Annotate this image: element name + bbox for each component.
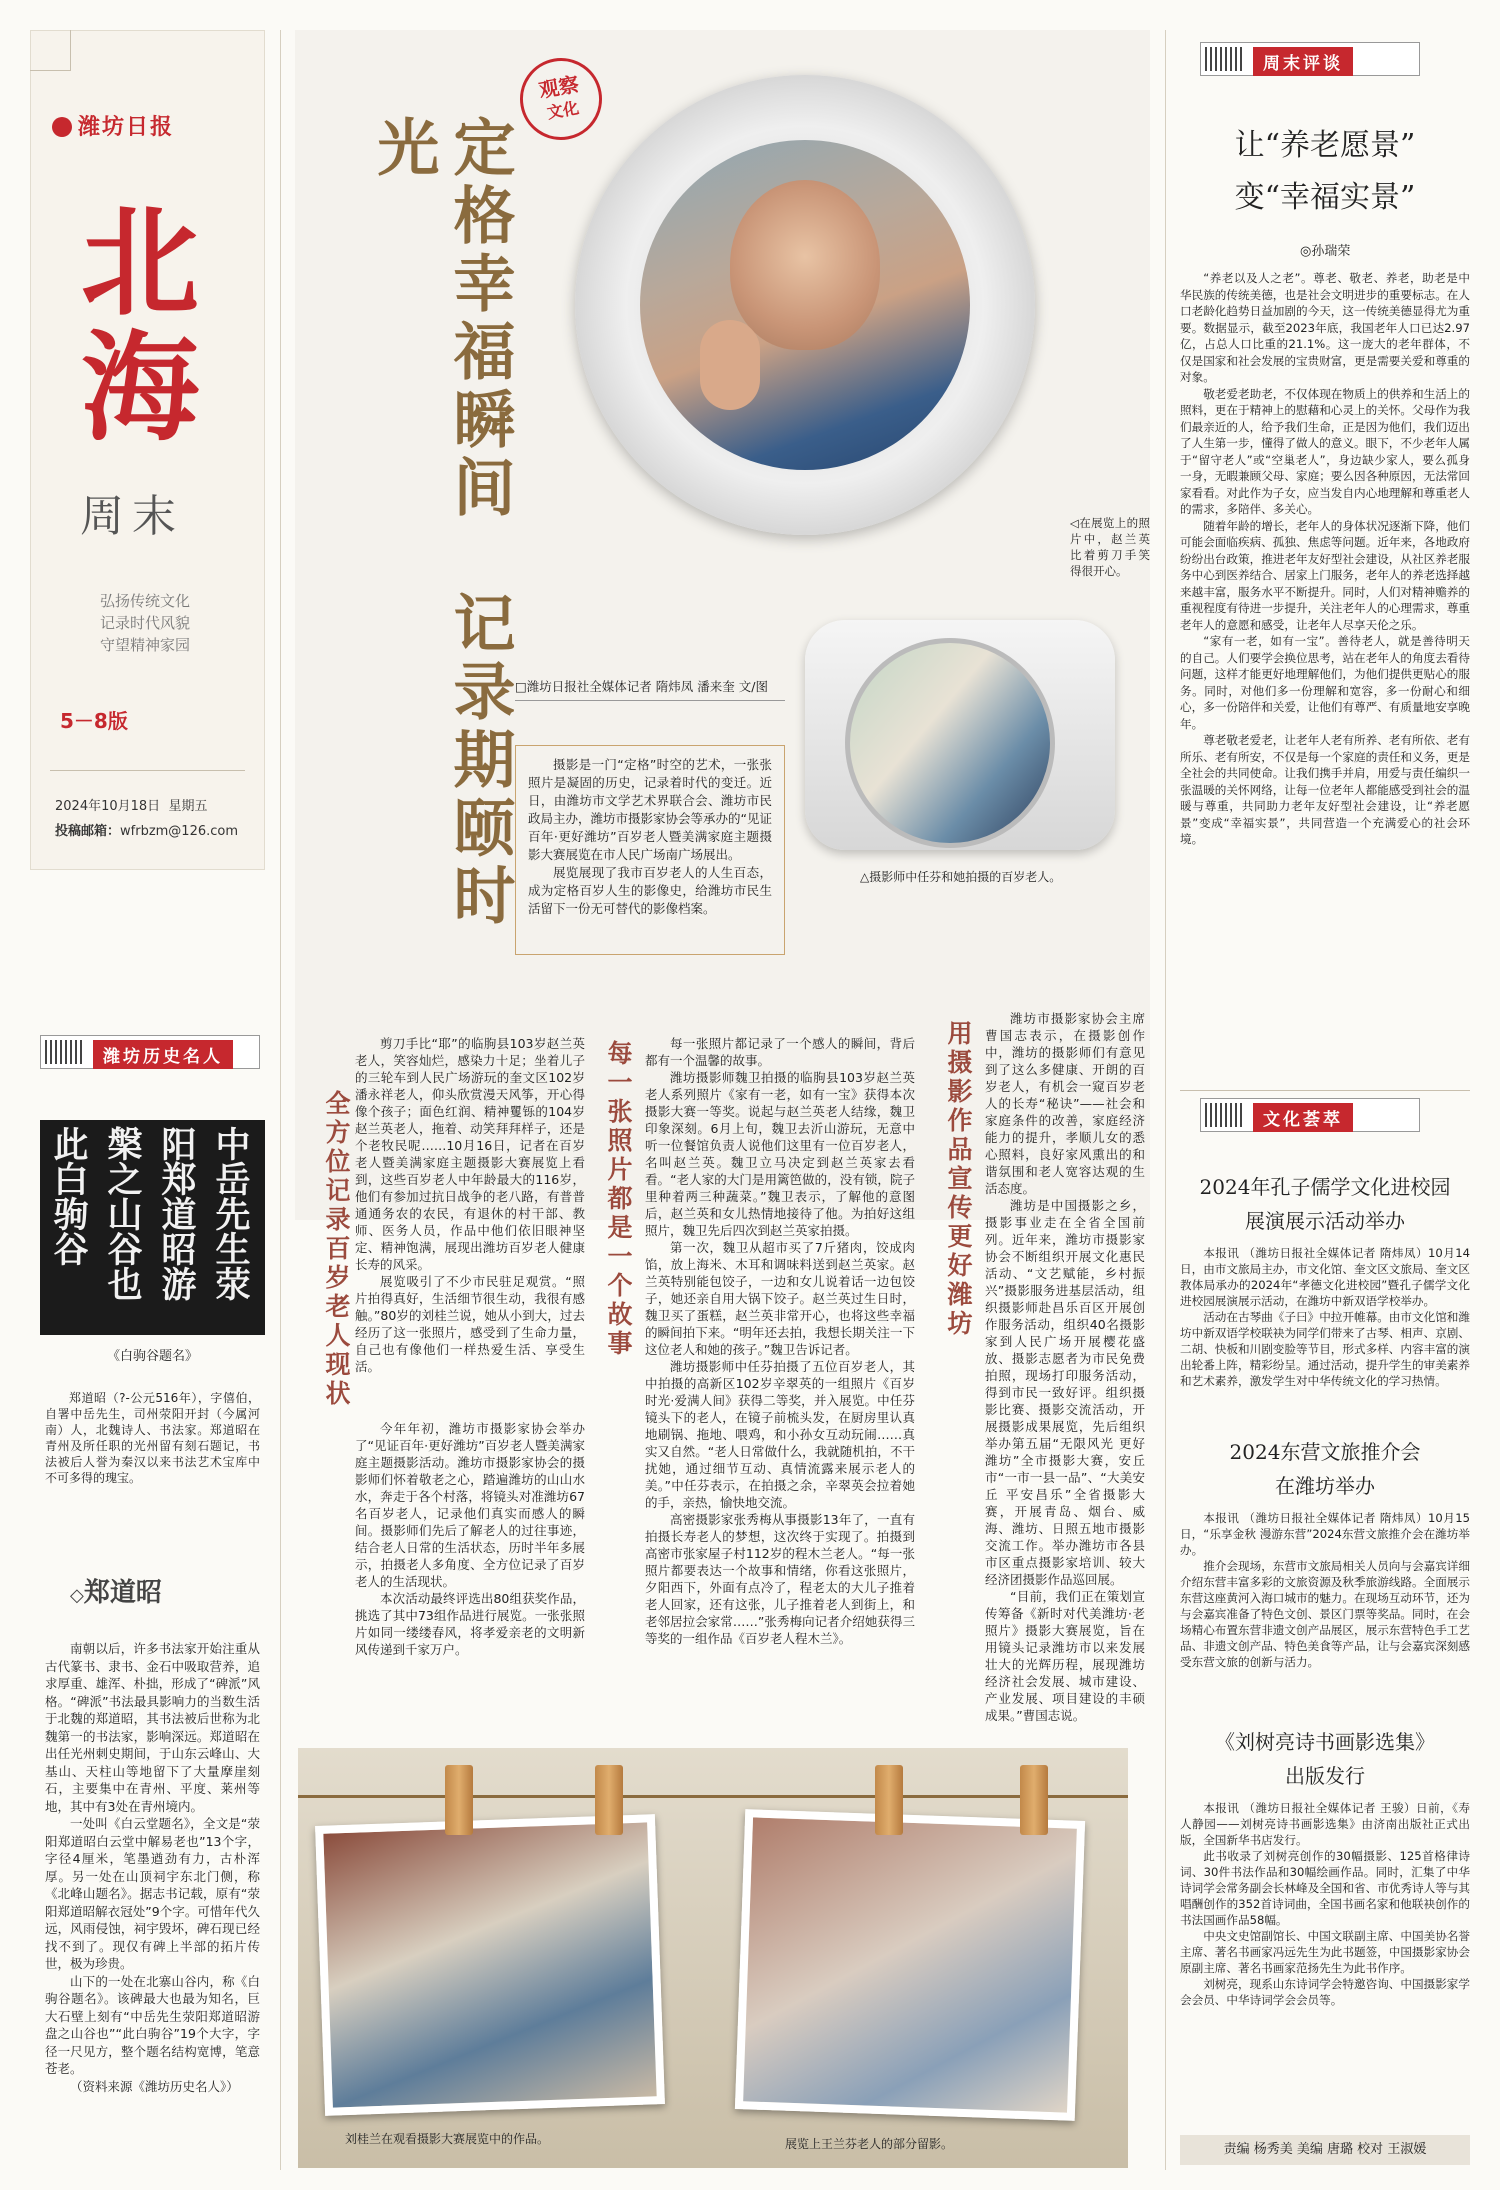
slogan-line: 弘扬传统文化 [99,592,190,610]
body-paragraph: 今年年初，潍坊市摄影家协会举办了“见证百年·更好潍坊”百岁老人暨美满家庭主题摄影活动。潍坊市摄影家协会的摄影师们怀着敬老之心，踏遍潍坊的山山水水，奔走于各个村落，将镜头对准潍坊67名百岁老人，记录他们真实而感人的瞬间。摄影师们先后了解老人的过往事迹，结合老人日常的生活状态，历时半年多展示，拍摄老人多角度、全方位记录了百岁老人的生活现状。 [355,1421,585,1589]
column-rule [1165,30,1166,2170]
column-rule [280,30,281,2170]
body-paragraph: 此书收录了刘树亮创作的30幅摄影、125首格律诗词、30件书法作品和30幅绘画作品。同时，汇集了中华诗词学会常务副会长林峰及全国和省、市优秀诗人等与其唱酬创作的352首诗词曲，全国书画名家和他联袂创作的书法国画作品58幅。 [1180,1849,1470,1927]
corner-ornament [30,30,71,71]
submission-email [55,820,238,839]
title-line: 变“幸福实景” [1234,180,1416,215]
feature-title [365,115,517,995]
body-paragraph: 南朝以后，许多书法家开始注重从古代篆书、隶书、金石中吸取营养，追求厚重、雄浑、朴拙，形成了“碑派”风格。“碑派”书法最具影响力的当数生活于北魏的郑道昭，其书法被后世称为北魏第一的书法家，影响深远。郑道昭在出任光州刺史期间，于山东云峰山、大基山、天柱山等地留下了大量摩崖刻石，主要集中在青州、平度、莱州等地，其中有3处在青州境内。 [45,1641,260,1814]
stripe-ornament [1205,47,1245,71]
body-paragraph: 尊老敬老爱老，让老年人老有所养、老有所依、老有所乐、老有所安，不仅是每一个家庭的责任和义务，更是全社会的共同使命。让我们携手并肩，用爱与责任编织一张温暖的关怀网络，让每一位老年人都能感受到社会的温暖与尊重，共同助力老年友好型社会建设，让“养老愿景”变成“幸福实景”，共同营造一个充满爱心的社会环境。 [1180,733,1470,846]
logo-icon [52,117,72,137]
weekday-text: 星期五 [168,799,208,814]
body-paragraph: “目前，我们正在策划宣传筹备《新时对代美潍坊·老照片》摄影大赛展览，旨在用镜头记录潍坊市以来发展壮大的光辉历程，展现潍坊经济社会发展、城市建设、产业发展、项目建设的丰硕成果。”曹国志说。 [985,1589,1145,1723]
body-paragraph: 每一张照片都记录了一个感人的瞬间，背后都有一个温馨的故事。 [645,1036,915,1068]
issue-date [55,795,207,814]
badge-bottom-text: 文化 [545,98,581,123]
wooden-clip-icon [875,1765,903,1835]
edition-subtitle: 周末 [80,491,184,542]
section-title: 周末评谈 [1253,47,1353,76]
body-paragraph: 活动在古琴曲《子曰》中拉开帷幕。由市文化馆和潍坊中新双语学校联袂为同学们带来了古琴、相声、京剧、二胡、快板和川剧变脸等节目，形式多样、内容丰富的演出轮番上阵，精彩纷呈。通过活动，提升学生的审美素养和艺术素养，激发学生对中华传统文化的学习热情。 [1180,1310,1470,1388]
title-line: 出版发行 [1285,1764,1365,1788]
slogan-block [60,590,230,656]
rubbing-col: 中岳先生荥 [210,1126,251,1301]
title-line: 2024年孔子儒学文化进校园 [1199,1175,1451,1199]
slogan-line: 记录时代风貌 [99,614,190,632]
body-paragraph: 剪刀手比“耶”的临朐县103岁赵兰英老人，笑容灿烂，感染力十足；坐着儿子的三轮车到人民广场游玩的奎文区102岁潘永祥老人，仰头欣赏漫天风筝，开心得像个孩子；面色红润、精神矍铄的104岁赵兰英老人，拖着、动笑拜拜样子，还是个老牧民呢……10月16日，记者在百岁老人暨美满家庭主题摄影大赛展览上看到，这些百岁老人中年龄最大的116岁，他们有参加过抗日战争的老八路，有普普通通务农的农民，有退休的村干部、教师、医务人员，作品中他们依旧眼神坚定、精神饱满，展现出潍坊百岁老人健康长寿的风采。 [355,1036,585,1272]
rubbing-col: 此白驹谷 [48,1126,89,1266]
photo-centenarian-smiling [640,140,970,470]
title-line: 在潍坊举办 [1275,1474,1375,1498]
title-line: 让“养老愿景” [1234,128,1416,163]
diamond-icon: ◇ [70,1585,84,1606]
calligraphy-rubbing [40,1120,265,1335]
section-header-culture [1200,1098,1420,1132]
review-title [1180,120,1470,224]
lead-box [515,745,785,955]
bottom-caption-2: 展览上王兰芬老人的部分留影。 [785,2137,954,2151]
body-paragraph: 本次活动最终评选出80组获奖作品，挑选了其中73组作品进行展览。一张张照片如同一缕缕春风，将孝爱亲老的文明新风传递到千家万户。 [355,1591,585,1657]
body-paragraph: 本报讯 （潍坊日报社全媒体记者 隋炜凤）10月14日，由市文旅局主办，市文化馆、奎文区文旅局、奎文区教体局承办的2024年“孝德文化进校园”暨孔子儒学文化进校园展演展示活动，在潍坊中新双语学校举办。 [1180,1246,1470,1308]
review-author: ◎孙瑞荣 [1300,244,1351,259]
rubbing-text [41,1126,257,1331]
email-address[interactable]: wfrbzm@126.com [120,824,239,839]
feature-col-1 [355,1035,585,1415]
intro-paragraph: 郑道昭（?-公元516年），字僖伯，自署中岳先生，司州荥阳开封（今属河南）人，北魏诗人、书法家。郑道昭在青州及所任职的光州留有刻石题记，书法被后人誉为秦汉以来书法艺术宝库中不可多得的瑰宝。 [45,1391,260,1485]
history-body [45,1640,260,2180]
photo-exhibit-portraits [735,1809,1085,2121]
date-text: 2024年10月18日 [55,799,161,814]
paper-logo [52,110,174,141]
body-paragraph: 刘树亮，现系山东诗词学会特邀咨询、中国摄影家学会会员、中华诗词学会会员等。 [1180,1977,1470,2007]
byline: □潍坊日报社全媒体记者 隋炜凤 潘来奎 文/图 [515,678,785,701]
wooden-clip-icon [445,1765,473,1835]
photo2-caption: △摄影师中任芬和她拍摄的百岁老人。 [860,870,1062,884]
body-paragraph: 潍坊是中国摄影之乡，摄影事业走在全省全国前列。近年来，潍坊市摄影家协会不断组织开展文化惠民活动、“文艺赋能，乡村振兴”摄影服务进基层活动，组织摄影师赴昌乐百区开展创作服务活动，组织40名摄影家到人民广场开展樱花盛放、摄影志愿者为市民免费拍照，现场打印服务活动，得到市民一致好评。组织摄影比赛、摄影交流活动，开展摄影成果展览，先后组织举办第五届“无限风光 更好潍坊”全市摄影大赛，安丘市“一市一县一品”、“大美安丘 平安昌乐”全省摄影大赛，开展青岛、烟台、威海、潍坊、日照五地市摄影交流工作。举办潍坊市各县市区重点摄影家培训、较大经济团摄影作品巡回展。 [985,1198,1145,1587]
rubbing-col: 槃之山谷也 [102,1126,143,1301]
body-paragraph: 潍坊摄影师魏卫拍摄的临朐县103岁赵兰英老人系列照片《家有一老，如有一宝》获得本次摄影大赛一等奖。说起与赵兰英老人结缘，魏卫印象深刻。6月上旬，魏卫去沂山游玩，无意中听一位餐馆负责人说他们这里有一位百岁老人，名叫赵兰英。魏卫立马决定到赵兰英家去看看。“老人家的大门是用篱笆做的，没有锁，院子里种着两三种蔬菜。”魏卫表示，了解他的意图后，赵兰英和女儿热情地接待了他。为拍好这组照片，魏卫先后四次到赵兰英家拍摄。 [645,1070,915,1238]
title-line: 2024东营文旅推介会 [1229,1440,1421,1464]
body-paragraph: 潍坊市摄影家协会主席曹国志表示，在摄影创作中，潍坊的摄影师们有意见到了这么多健康、开朗的百岁老人，有机会一窥百岁老人的长寿“秘诀”——社会和家庭条件的改善，家庭经济能力的提升，孝顺儿女的悉心照料，良好家风熏出的和谐氛围和老人宽容达观的生活态度。 [985,1011,1145,1196]
rubbing-caption: 《白驹谷题名》 [106,1349,198,1364]
wooden-clip-icon [595,1765,623,1835]
feature-col-3 [985,1010,1145,1730]
bottom-caption-1: 刘桂兰在观看摄影大赛展览中的作品。 [345,2132,550,2146]
body-paragraph: 本报讯 （潍坊日报社全媒体记者 隋炜凤）10月15日，“乐享金秋 漫游东营”2024东营文旅推介会在潍坊举办。 [1180,1511,1470,1557]
title-line: 展演展示活动举办 [1245,1209,1405,1233]
section-title: 潍坊历史名人 [93,1040,233,1069]
rubbing-col: 阳郑道昭游 [156,1126,197,1301]
lead-paragraph: 展览展现了我市百岁老人的人生百态，成为定格百岁人生的影像史，给潍坊市民生活留下一份无可替代的影像档案。 [528,865,772,916]
hand-shape [700,320,760,410]
stripe-ornament [45,1040,85,1064]
slogan-line: 守望精神家园 [99,636,190,654]
culture-item-title [1180,1725,1470,1793]
lead-text [528,756,772,918]
edition-title: 北海 [80,193,199,457]
subhead-2: 每一张照片都是一个故事 [604,1040,633,1359]
culture-item-title [1180,1435,1470,1503]
badge-top-text: 观察 [537,71,581,103]
email-label: 投稿邮箱： [55,824,121,839]
editor-credits: 责编 杨秀美 美编 唐璐 校对 王淑媛 [1180,2135,1470,2165]
source-note: （资料来源《潍坊历史名人》） [70,2078,239,2094]
body-paragraph: 中央文史馆副馆长、中国文联副主席、中国美协名誉主席、著名书画家冯远先生为此书题签，中国摄影家协会原副主席、著名书画家范扬先生为此书作序。 [1180,1929,1470,1975]
title-line: 《刘树亮诗书画影选集》 [1215,1730,1435,1754]
clothesline [298,1795,1128,1798]
body-paragraph: 一处叫《白云堂题名》，全文是“荥阳郑道昭白云堂中解易老也”13个字，字径4厘米，笔墨遒劲有力，古朴浑厚。另一处在山顶祠宇东北门侧，称《北峰山题名》。据志书记载，原有“荥阳郑道昭解衣冠处”9个字。可惜年代久远，风雨侵蚀，祠宇毁坏，碑石现已经找不到了。现仅有碑上半部的拓片传世，极为珍贵。 [45,1816,260,1971]
photo-elder-viewing-exhibit [315,1814,665,2116]
title-line: 定格幸福瞬间 [443,115,516,523]
body-paragraph: 第一次，魏卫从超市买了7斤猪肉，饺成肉馅，放上海米、木耳和调味料送到赵兰英家。赵兰英特别能包饺子，一边和女儿说着话一边包饺子，她还亲自用大锅下饺子。赵兰英过生日时，魏卫买了蛋糕，赵兰英非常开心，也将这些幸福的瞬间拍下来。“明年还去拍，我想长期关注一下这位老人和她的孩子。”魏卫告诉记者。 [645,1240,915,1357]
body-paragraph: 本报讯 （潍坊日报社全媒体记者 王骏）日前，《寿人静园——刘树亮诗书画影选集》由济南出版社正式出版，全国新华书店发行。 [1180,1801,1470,1847]
section-title: 文化荟萃 [1253,1103,1353,1132]
body-paragraph: 潍坊摄影师中任芬拍摄了五位百岁老人，其中拍摄的高新区102岁辛翠英的一组照片《百岁时光·爱满人间》获得二等奖，并入展览。中任芬镜头下的老人，在镜子前梳头发，在厨房里认真地刷锅、拖地、喂鸡，和小孙女互动玩闹……真实又自然。“老人日常做什么，我就随机拍，不干扰她，通过细节互动、真情流露来展示老人的美。”中任芬表示，在拍摄之余，辛翠英会拉着她的手，亲热，愉快地交流。 [645,1359,915,1510]
subhead-1: 全方位记录百岁老人现状 [322,1090,351,1409]
culture-item-body [1180,1800,1470,2120]
history-intro [45,1390,260,1486]
body-paragraph: 展览吸引了不少市民驻足观赏。“照片拍得真好，生活细节很生动，我很有感触。”80岁的刘桂兰说，她从小到大，过去经历了这一张照片，感受到了生命力量，自己也有像他们一样热爱生活、享受生活。 [355,1274,585,1374]
body-paragraph: 高密摄影家张秀梅从事摄影13年了，一直有拍摄长寿老人的梦想，这次终于实现了。拍摄到高密市张家屋子村112岁的程木兰老人。“每一张照片都要表达一个故事和情绪，你看这张照片，夕阳西下，外面有点冷了，程老太的大儿子推着老人回家，还有这张，儿子推着老人到街上，和老邻居拉会家常……”张秀梅向记者介绍她获得三等奖的一组作品《百岁老人程木兰》。 [645,1512,915,1646]
person-name-text: 郑道昭 [83,1578,162,1608]
feature-col-1b [355,1420,585,1738]
culture-item-body [1180,1510,1470,1715]
body-paragraph: 敬老爱老助老，不仅体现在物质上的供养和生活上的照料，更在于精神上的慰藉和心灵上的关怀。父母作为我们最亲近的人，给予我们生命，正是因为他们，我们迈出了人生第一步，懂得了做人的意义。眼下，不少老年人属于“留守老人”或“空巢老人”，身边缺少家人，要么孤身一身，无暇兼顾父母、家庭；要么因各种原因，无法常回家看看。对此作为子女，应当发自内心地理解和尊重老人的需求，多陪伴、多关心。 [1180,386,1470,516]
feature-col-2 [645,1035,915,1735]
divider [50,770,245,771]
review-body [1180,270,1470,1115]
wooden-clip-icon [1020,1765,1048,1835]
stripe-ornament [1205,1103,1245,1127]
photo1-caption: ◁在展览上的照片中，赵兰英比着剪刀手笑得很开心。 [1070,516,1150,578]
culture-item-body [1180,1245,1470,1425]
face-shape [730,180,880,350]
person-name [70,1572,162,1609]
section-header-review [1200,42,1420,76]
body-paragraph: “养老以及人之老”。尊老、敬老、养老，助老是中华民族的传统美德，也是社会文明进步的重要标志。在人口老龄化趋势日益加剧的今天，这一传统美德显得尤为重要。数据显示，截至2023年底，我国老年人口已达2.97亿，占总人口比重的21.1%。这一庞大的老年群体，不仅是国家和社会发展的宝贵财富，更是需要关爱和尊重的对象。 [1180,271,1470,384]
photo-photographer-and-elder [845,638,1055,848]
body-paragraph: 推介会现场，东营市文旅局相关人员向与会嘉宾详细介绍东营丰富多彩的文旅资源及秋季旅游线路。全面展示东营这座黄河入海口城市的魅力。在现场互动环节，还为与会嘉宾准备了特色文创、景区门票等奖品。同时，在会场精心布置东营非遗文创产品展区，展示东营特色手工艺品、非遗文创产品、特色美食等产品，让与会嘉宾深刻感受东营文旅的创新与活力。 [1180,1559,1470,1669]
paper-name: 潍坊日报 [78,115,175,140]
section-header-history [40,1035,260,1069]
lead-paragraph: 摄影是一门“定格”时空的艺术，一张张照片是凝固的历史，记录着时代的变迁。近日，由潍坊市文学艺术界联合会、潍坊市民政局主办，潍坊市摄影家协会等承办的“见证百年·更好潍坊”百岁老人暨美满家庭主题摄影大赛展览在市人民广场南广场展出。 [528,757,772,862]
subhead-3: 用摄影作品宣传更好潍坊 [944,1020,973,1339]
body-paragraph: 山下的一处在北寨山谷内，称《白驹谷题名》。该碑最大也最为知名，巨大石壁上刻有“中岳先生荥阳郑道昭游盘之山谷也”“此白驹谷”19个大字，字径一尺见方，整个题名结构宽博，笔意苍老。 [45,1973,260,2076]
body-paragraph: 随着年龄的增长，老年人的身体状况逐渐下降，他们可能会面临疾病、孤独、焦虑等问题。近年来，各地政府纷纷出台政策，推进老年友好型社会建设，从社区养老服务中心到医养结合、居家上门服务，老年人的养老选择越来越丰富，服务水平不断提升。同时，人们对精神赡养的重视程度有待进一步提升，关注老年人的心理需求，尊重老年人的意愿和感受，让老年人尽享天伦之乐。 [1180,518,1470,632]
culture-item-title [1180,1170,1470,1238]
title-line: 记录期颐时光 [367,115,516,931]
page-range: 5－8版 [60,709,128,733]
divider [1180,1090,1470,1091]
body-paragraph: “家有一老，如有一宝”。善待老人，就是善待明天的自己。人们要学会换位思考，站在老年人的角度去看待问题，这样才能更好地理解他们，为他们提供更贴心的服务。同时，对他们多一份理解和宽容，多一份耐心和细心，多一份陪伴和关爱，让他们有尊严、有质量地安享晚年。 [1180,634,1470,731]
